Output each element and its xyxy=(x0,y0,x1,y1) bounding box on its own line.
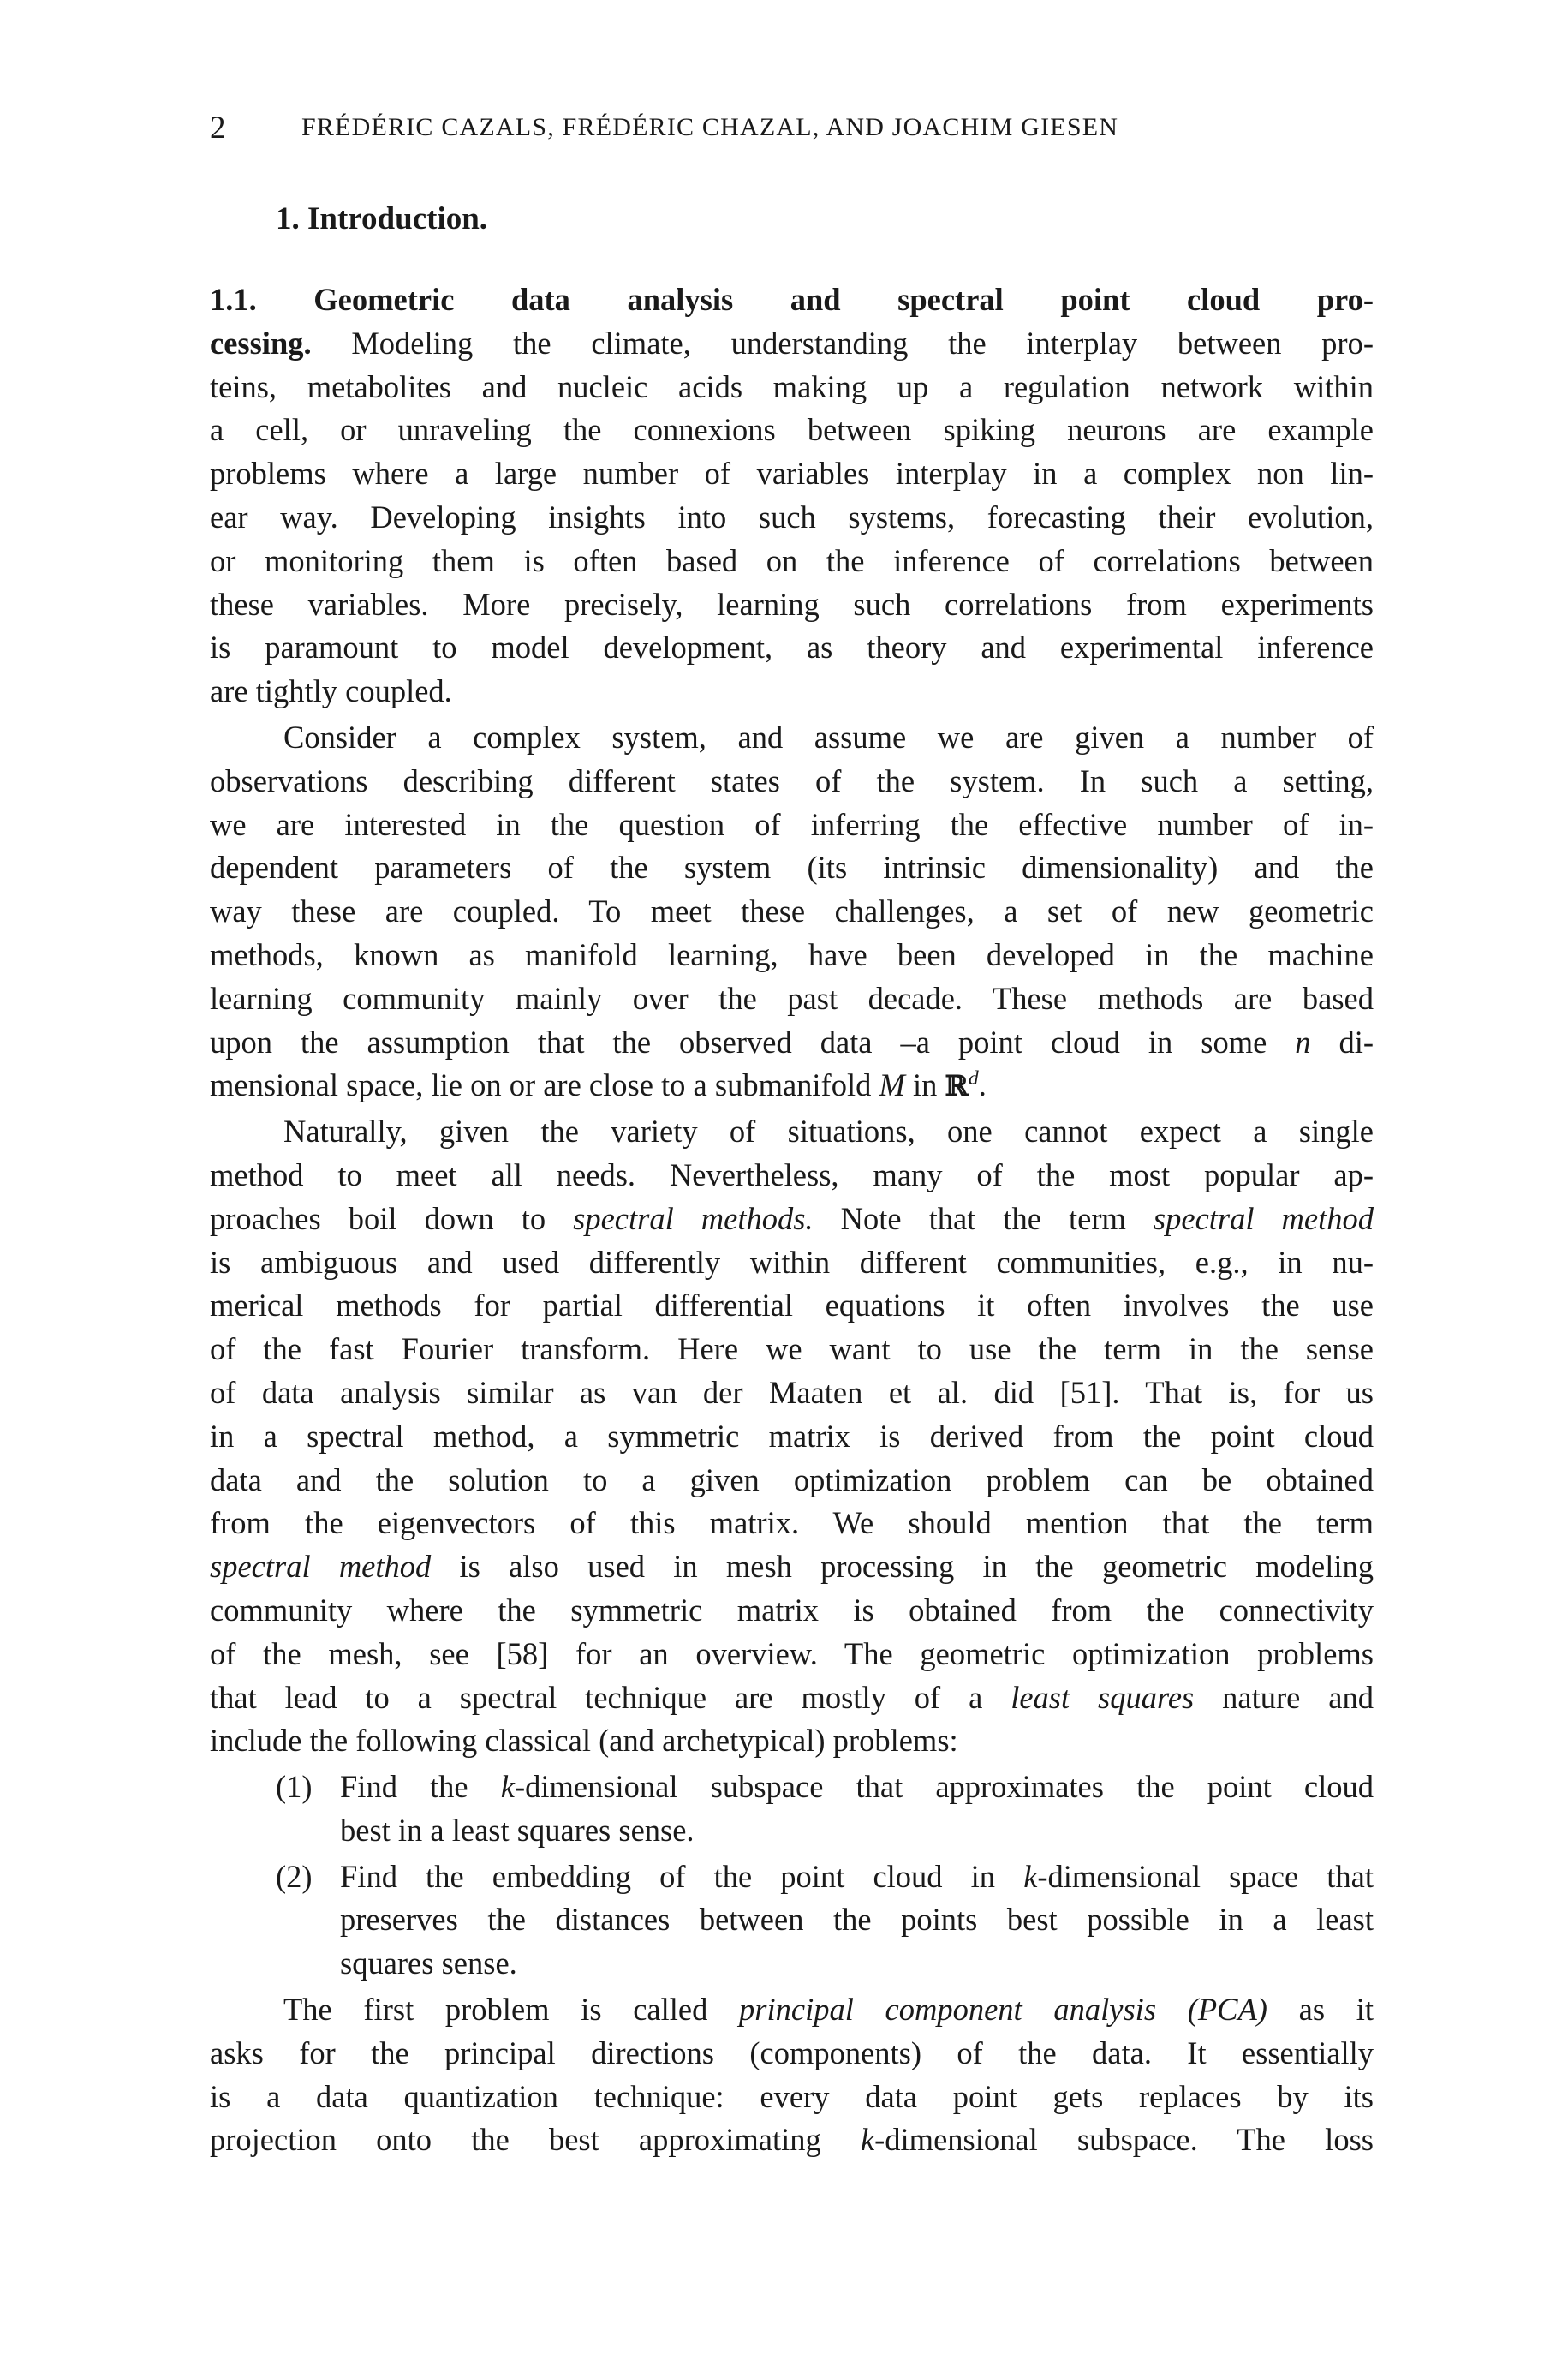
text-line xyxy=(340,1766,1374,1809)
math-symbol: n xyxy=(1295,1024,1311,1060)
text-line xyxy=(210,1719,1374,1763)
text-run: -dimensional space that xyxy=(1037,1858,1374,1894)
text-run: Consider a complex system, and assume we are given a number of xyxy=(283,719,1374,755)
paragraph xyxy=(210,1110,1374,1763)
text-line xyxy=(210,890,1374,934)
text-run: is ambiguous and used differently within different communities, e.g., in nu- xyxy=(210,1244,1374,1280)
bold-text: 1.1. Geometric data analysis and spectral point cloud pro- xyxy=(210,282,1374,317)
text-line xyxy=(210,1633,1374,1676)
text-run: observations describing different states of the system. In such a setting, xyxy=(210,762,1374,798)
text-line xyxy=(210,716,1374,760)
text-run: teins, metabolites and nucleic acids making up a regulation network within xyxy=(210,368,1374,404)
math-symbol: d xyxy=(968,1067,979,1090)
text-run: are tightly coupled. xyxy=(210,673,452,709)
text-line xyxy=(210,1589,1374,1633)
text-line xyxy=(210,322,1374,366)
text-line xyxy=(210,1198,1374,1241)
text-run: nature and xyxy=(1194,1679,1374,1715)
text-line xyxy=(340,1809,1374,1853)
text-run: squares sense. xyxy=(340,1945,517,1981)
math-symbol: k xyxy=(1023,1858,1038,1894)
text-run: a cell, or unraveling the connexions between spiking neurons are example xyxy=(210,412,1374,448)
text-run: in a spectral method, a symmetric matrix is derived from the point cloud xyxy=(210,1418,1374,1454)
text-run: mensional space, lie on or are close to a submanifold xyxy=(210,1067,879,1103)
text-run: of data analysis similar as van der Maaten et al. did [51]. That is, for us xyxy=(210,1374,1374,1410)
text-run: upon the assumption that the observed data –a point cloud in some xyxy=(210,1024,1296,1060)
text-run: dependent parameters of the system (its intrinsic dimensionality) and the xyxy=(210,850,1374,886)
text-run: merical methods for partial differential equations it often involves the use xyxy=(210,1288,1374,1323)
text-run: is paramount to model development, as theory and experimental inference xyxy=(210,630,1374,666)
text-run: data and the solution to a given optimization problem can be obtained xyxy=(210,1461,1374,1497)
list-item-label: (1) xyxy=(276,1769,313,1805)
text-line xyxy=(210,1988,1374,2032)
text-run: as it xyxy=(1267,1992,1374,2028)
text-run: from the eigenvectors of this matrix. We should mention that the term xyxy=(210,1505,1374,1541)
text-run: is a data quantization technique: every data point gets replaces by its xyxy=(210,2078,1374,2114)
text-run: The first problem is called xyxy=(283,1992,740,2028)
text-run: that lead to a spectral technique are mostly of a xyxy=(210,1679,1011,1715)
paragraph xyxy=(210,1988,1374,2162)
text-run: problems where a large number of variables interplay in a complex non lin- xyxy=(210,456,1374,492)
text-run: Naturally, given the variety of situations, one cannot expect a single xyxy=(283,1114,1374,1150)
text-run: best in a least squares sense. xyxy=(340,1812,695,1848)
text-line xyxy=(210,452,1374,496)
text-run: asks for the principal directions (components) of the data. It essentially xyxy=(210,2034,1374,2070)
page-header xyxy=(210,110,1374,147)
text-line xyxy=(210,804,1374,847)
text-line xyxy=(340,1942,1374,1986)
text-line xyxy=(210,1371,1374,1415)
emphasis-text: spectral method xyxy=(210,1549,432,1585)
text-line xyxy=(210,1676,1374,1720)
text-line xyxy=(210,1459,1374,1503)
text-run: of the mesh, see [58] for an overview. The geometric optimization problems xyxy=(210,1635,1374,1671)
list-item xyxy=(210,1855,1374,1986)
text-run: is also used in mesh processing in the geometric modeling xyxy=(431,1549,1374,1585)
paragraph xyxy=(210,278,1374,714)
paragraph xyxy=(210,716,1374,1108)
text-run: community where the symmetric matrix is obtained from the connectivity xyxy=(210,1592,1374,1628)
text-run: method to meet all needs. Nevertheless, many of the most popular ap- xyxy=(210,1156,1374,1192)
text-run: these variables. More precisely, learning such correlations from experiments xyxy=(210,586,1374,622)
text-run: -dimensional subspace that approximates the point cloud xyxy=(514,1769,1374,1805)
list-item xyxy=(210,1766,1374,1853)
body-text xyxy=(210,276,1374,2162)
emphasis-text: spectral methods. xyxy=(573,1200,814,1236)
text-line xyxy=(340,1898,1374,1942)
bold-text: cessing. xyxy=(210,325,312,361)
text-run: way these are coupled. To meet these challenges, a set of new geometric xyxy=(210,893,1374,929)
text-line xyxy=(210,2118,1374,2162)
math-symbol: k xyxy=(860,2122,875,2158)
text-run: di- xyxy=(1310,1024,1374,1060)
text-run: . xyxy=(978,1067,987,1103)
text-run: projection onto the best approximating xyxy=(210,2122,861,2158)
text-line xyxy=(210,1110,1374,1154)
math-symbol: M xyxy=(879,1067,905,1103)
text-line xyxy=(210,2032,1374,2076)
text-run: preserves the distances between the points best possible in a least xyxy=(340,1902,1374,1938)
text-line xyxy=(210,670,1374,714)
text-line xyxy=(210,2076,1374,2119)
emphasis-text: principal component analysis (PCA) xyxy=(739,1992,1267,2028)
text-line xyxy=(210,1328,1374,1371)
list-item-label: (2) xyxy=(276,1858,313,1894)
text-line xyxy=(210,934,1374,977)
text-line xyxy=(210,583,1374,627)
text-line xyxy=(210,1021,1374,1065)
text-run: Find the xyxy=(340,1769,501,1805)
text-line xyxy=(210,977,1374,1021)
text-run: learning community mainly over the past decade. These methods are based xyxy=(210,980,1374,1016)
text-line xyxy=(210,1284,1374,1328)
emphasis-text: least squares xyxy=(1011,1679,1195,1715)
text-line xyxy=(210,409,1374,452)
text-run: proaches boil down to xyxy=(210,1200,574,1236)
text-run: Find the embedding of the point cloud in xyxy=(340,1858,1024,1894)
text-run: -dimensional subspace. The loss xyxy=(874,2122,1374,2158)
math-symbol: k xyxy=(500,1769,515,1805)
text-run: methods, known as manifold learning, have been developed in the machine xyxy=(210,936,1374,972)
text-line xyxy=(210,846,1374,890)
text-run: in xyxy=(904,1067,945,1103)
text-line xyxy=(210,760,1374,804)
text-line xyxy=(210,626,1374,670)
text-line xyxy=(210,540,1374,583)
text-run: we are interested in the question of inferring the effective number of in- xyxy=(210,806,1374,842)
text-run: or monitoring them is often based on the inference of correlations between xyxy=(210,542,1374,578)
emphasis-text: spectral method xyxy=(1153,1200,1374,1236)
text-line xyxy=(210,1545,1374,1589)
text-line xyxy=(210,366,1374,409)
text-line xyxy=(210,1154,1374,1198)
text-line xyxy=(210,496,1374,540)
text-line xyxy=(340,1855,1374,1899)
text-line xyxy=(210,1241,1374,1285)
text-run: of the fast Fourier transform. Here we want to use the term in the sense xyxy=(210,1331,1374,1367)
text-run: Note that the term xyxy=(813,1200,1154,1236)
math-symbol: ℝ xyxy=(945,1069,969,1103)
text-run: Modeling the climate, understanding the interplay between pro- xyxy=(311,325,1374,361)
text-run: include the following classical (and archetypical) problems: xyxy=(210,1723,958,1759)
text-line xyxy=(210,278,1374,322)
text-line xyxy=(210,1502,1374,1545)
section-heading: 1. Introduction. xyxy=(276,201,488,236)
running-head: FRÉDÉRIC CAZALS, FRÉDÉRIC CHAZAL, AND JOACHIM GIESEN xyxy=(301,113,1119,141)
text-line xyxy=(210,1064,1374,1108)
text-line xyxy=(210,1415,1374,1459)
text-run: ear way. Developing insights into such systems, forecasting their evolution, xyxy=(210,499,1374,535)
page-number: 2 xyxy=(210,111,226,146)
